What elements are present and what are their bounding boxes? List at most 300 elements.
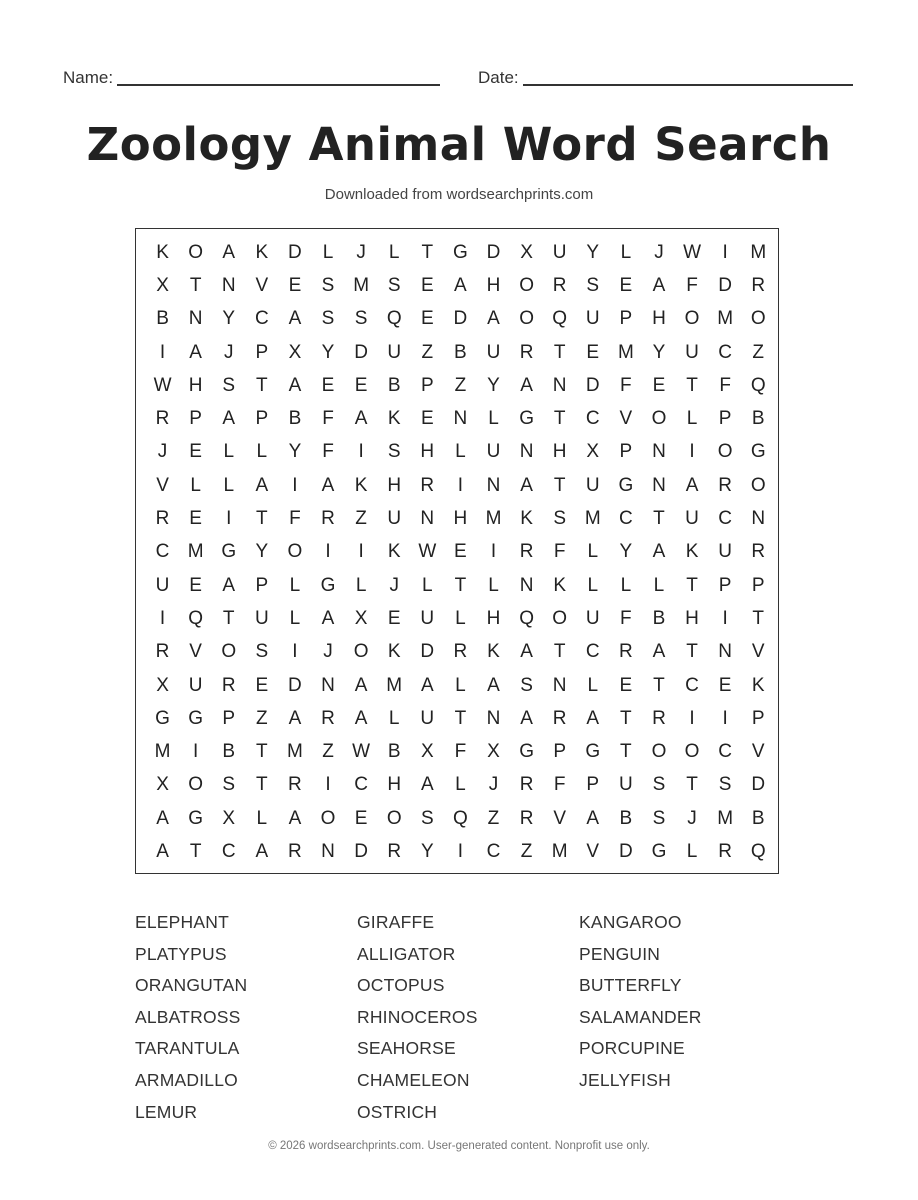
grid-letter[interactable]: S (222, 774, 236, 796)
grid-letter[interactable]: R (552, 707, 567, 729)
grid-letter[interactable]: F (620, 607, 632, 629)
grid-letter[interactable]: W (153, 374, 172, 396)
grid-letter[interactable]: X (420, 741, 434, 763)
grid-letter[interactable]: E (420, 308, 434, 330)
grid-letter[interactable]: A (288, 374, 302, 396)
grid-letter[interactable]: A (354, 674, 368, 696)
grid-letter[interactable]: X (354, 607, 368, 629)
grid-letter[interactable]: Q (188, 607, 204, 629)
grid-letter[interactable]: X (520, 241, 533, 263)
grid-letter[interactable]: M (353, 274, 370, 296)
grid-letter[interactable]: F (686, 274, 698, 296)
grid-letter[interactable]: L (653, 574, 665, 596)
grid-letter[interactable]: M (551, 840, 568, 862)
grid-letter[interactable]: X (156, 674, 169, 696)
grid-letter[interactable]: Q (519, 607, 534, 629)
grid-letter[interactable]: N (519, 441, 534, 463)
grid-letter[interactable]: G (519, 408, 534, 430)
grid-letter[interactable]: Y (619, 541, 633, 563)
grid-letter[interactable]: F (454, 741, 467, 763)
grid-letter[interactable]: Z (421, 341, 434, 363)
grid-letter[interactable]: J (488, 774, 499, 796)
grid-letter[interactable]: D (420, 641, 435, 663)
grid-letter[interactable]: I (722, 607, 728, 629)
grid-letter[interactable]: U (486, 441, 501, 463)
grid-letter[interactable]: T (553, 341, 566, 363)
grid-letter[interactable]: L (256, 441, 268, 463)
grid-letter[interactable]: A (652, 541, 666, 563)
grid-letter[interactable]: B (387, 741, 401, 763)
grid-letter[interactable]: P (619, 308, 633, 330)
grid-letter[interactable]: P (718, 574, 732, 596)
grid-letter[interactable]: E (354, 807, 368, 829)
grid-letter[interactable]: R (751, 541, 766, 563)
grid-letter[interactable]: T (454, 574, 467, 596)
grid-letter[interactable]: M (154, 741, 171, 763)
grid-letter[interactable]: L (422, 574, 433, 596)
grid-letter[interactable]: F (322, 408, 334, 430)
grid-letter[interactable]: G (221, 541, 237, 563)
grid-letter[interactable]: M (386, 674, 403, 696)
grid-letter[interactable]: B (288, 408, 302, 430)
grid-letter[interactable]: Y (288, 441, 302, 463)
grid-letter[interactable]: L (355, 574, 367, 596)
grid-letter[interactable]: O (519, 308, 534, 330)
grid-letter[interactable]: E (718, 674, 732, 696)
grid-letter[interactable]: B (454, 341, 467, 363)
grid-letter[interactable]: R (718, 474, 732, 496)
grid-letter[interactable]: R (718, 840, 732, 862)
grid-letter[interactable]: H (685, 607, 699, 629)
grid-letter[interactable]: U (387, 341, 402, 363)
grid-letter[interactable]: H (420, 441, 435, 463)
grid-letter[interactable]: O (386, 807, 402, 829)
grid-letter[interactable]: C (254, 308, 269, 330)
grid-letter[interactable]: B (751, 807, 765, 829)
grid-letter[interactable]: Q (750, 840, 766, 862)
grid-letter[interactable]: P (255, 408, 269, 430)
grid-letter[interactable]: T (256, 374, 268, 396)
grid-letter[interactable]: B (156, 308, 169, 330)
grid-letter[interactable]: S (354, 308, 368, 330)
grid-letter[interactable]: E (619, 274, 633, 296)
grid-letter[interactable]: F (553, 774, 566, 796)
grid-letter[interactable]: C (585, 641, 600, 663)
grid-letter[interactable]: I (689, 707, 695, 729)
grid-letter[interactable]: P (718, 408, 732, 430)
grid-letter[interactable]: Q (552, 308, 568, 330)
grid-letter[interactable]: U (387, 508, 402, 530)
grid-letter[interactable]: T (189, 274, 202, 296)
grid-letter[interactable]: K (387, 408, 401, 430)
grid-letter[interactable]: C (486, 840, 501, 862)
grid-letter[interactable]: O (188, 774, 204, 796)
grid-letter[interactable]: A (454, 274, 467, 296)
grid-letter[interactable]: E (652, 374, 666, 396)
grid-letter[interactable]: E (255, 674, 269, 696)
grid-letter[interactable]: N (751, 508, 766, 530)
grid-letter[interactable]: P (751, 707, 765, 729)
grid-letter[interactable]: G (585, 741, 601, 763)
grid-letter[interactable]: P (255, 574, 269, 596)
grid-letter[interactable]: R (453, 641, 468, 663)
grid-letter[interactable]: T (653, 508, 665, 530)
grid-letter[interactable]: H (652, 308, 666, 330)
grid-letter[interactable]: Y (255, 541, 269, 563)
grid-letter[interactable]: P (553, 741, 567, 763)
grid-letter[interactable]: I (159, 341, 166, 363)
grid-letter[interactable]: R (552, 274, 567, 296)
grid-letter[interactable]: N (420, 508, 435, 530)
grid-letter[interactable]: M (584, 508, 601, 530)
grid-letter[interactable]: Z (487, 807, 500, 829)
grid-letter[interactable]: L (620, 574, 632, 596)
grid-letter[interactable]: Q (386, 308, 402, 330)
grid-letter[interactable]: L (256, 807, 268, 829)
grid-letter[interactable]: X (222, 807, 236, 829)
grid-letter[interactable]: X (156, 274, 169, 296)
grid-letter[interactable]: N (486, 474, 501, 496)
grid-letter[interactable]: T (189, 840, 202, 862)
grid-letter[interactable]: U (486, 341, 501, 363)
grid-letter[interactable]: X (586, 441, 600, 463)
grid-letter[interactable]: R (519, 774, 534, 796)
grid-letter[interactable]: L (686, 840, 698, 862)
grid-letter[interactable]: S (387, 441, 401, 463)
grid-letter[interactable]: N (552, 374, 567, 396)
grid-letter[interactable]: T (686, 374, 698, 396)
grid-letter[interactable]: A (288, 807, 302, 829)
grid-letter[interactable]: S (255, 641, 269, 663)
grid-letter[interactable]: U (552, 241, 567, 263)
grid-letter[interactable]: W (418, 541, 437, 563)
grid-letter[interactable]: L (289, 607, 301, 629)
grid-letter[interactable]: L (686, 408, 698, 430)
grid-letter[interactable]: B (387, 374, 401, 396)
grid-letter[interactable]: I (457, 474, 464, 496)
grid-letter[interactable]: E (189, 441, 202, 463)
grid-letter[interactable]: O (684, 741, 700, 763)
grid-letter[interactable]: K (255, 241, 269, 263)
grid-letter[interactable]: E (387, 607, 401, 629)
grid-letter[interactable]: I (722, 707, 728, 729)
grid-letter[interactable]: K (487, 641, 500, 663)
grid-letter[interactable]: J (356, 241, 366, 263)
grid-letter[interactable]: L (587, 541, 599, 563)
grid-letter[interactable]: O (651, 408, 667, 430)
grid-letter[interactable]: H (486, 607, 501, 629)
grid-letter[interactable]: A (520, 474, 533, 496)
grid-letter[interactable]: J (323, 641, 333, 663)
grid-letter[interactable]: R (155, 508, 170, 530)
grid-letter[interactable]: N (221, 274, 236, 296)
grid-letter[interactable]: A (222, 574, 236, 596)
grid-letter[interactable]: N (552, 674, 567, 696)
grid-letter[interactable]: E (288, 274, 302, 296)
grid-letter[interactable]: O (221, 641, 237, 663)
grid-letter[interactable]: H (453, 508, 468, 530)
grid-letter[interactable]: H (387, 774, 402, 796)
grid-letter[interactable]: L (455, 774, 466, 796)
grid-letter[interactable]: Z (520, 840, 533, 862)
grid-letter[interactable]: I (689, 441, 695, 463)
grid-letter[interactable]: G (618, 474, 634, 496)
grid-letter[interactable]: D (585, 374, 600, 396)
grid-letter[interactable]: P (586, 774, 600, 796)
grid-letter[interactable]: Y (487, 374, 500, 396)
grid-letter[interactable]: A (354, 408, 368, 430)
grid-letter[interactable]: V (619, 408, 633, 430)
grid-letter[interactable]: Y (586, 241, 600, 263)
grid-letter[interactable]: I (490, 541, 497, 563)
grid-letter[interactable]: S (321, 274, 335, 296)
grid-letter[interactable]: T (256, 741, 268, 763)
grid-letter[interactable]: T (256, 508, 268, 530)
grid-letter[interactable]: T (653, 674, 665, 696)
grid-letter[interactable]: I (358, 441, 364, 463)
grid-letter[interactable]: U (420, 707, 435, 729)
grid-letter[interactable]: R (321, 508, 335, 530)
grid-letter[interactable]: D (354, 840, 368, 862)
grid-letter[interactable]: D (288, 241, 302, 263)
grid-letter[interactable]: T (553, 641, 566, 663)
grid-letter[interactable]: D (718, 274, 732, 296)
grid-letter[interactable]: E (619, 674, 633, 696)
grid-letter[interactable]: R (321, 707, 335, 729)
grid-letter[interactable]: L (289, 574, 301, 596)
grid-letter[interactable]: Z (256, 707, 268, 729)
grid-letter[interactable]: M (485, 508, 502, 530)
grid-letter[interactable]: F (719, 374, 731, 396)
grid-letter[interactable]: N (321, 674, 335, 696)
grid-letter[interactable]: U (685, 341, 699, 363)
grid-letter[interactable]: V (751, 741, 765, 763)
grid-letter[interactable]: Z (454, 374, 467, 396)
grid-letter[interactable]: A (222, 408, 236, 430)
grid-letter[interactable]: Y (420, 840, 434, 862)
grid-letter[interactable]: R (420, 474, 435, 496)
grid-letter[interactable]: O (188, 241, 204, 263)
grid-letter[interactable]: A (222, 241, 236, 263)
grid-letter[interactable]: W (352, 741, 371, 763)
grid-letter[interactable]: E (189, 574, 202, 596)
grid-letter[interactable]: G (188, 807, 204, 829)
grid-letter[interactable]: N (519, 574, 534, 596)
grid-letter[interactable]: T (553, 408, 566, 430)
grid-letter[interactable]: G (320, 574, 336, 596)
grid-letter[interactable]: A (156, 807, 169, 829)
grid-letter[interactable]: H (552, 441, 567, 463)
grid-letter[interactable]: T (553, 474, 566, 496)
grid-letter[interactable]: A (652, 274, 666, 296)
grid-letter[interactable]: I (457, 840, 464, 862)
grid-letter[interactable]: S (553, 508, 567, 530)
grid-letter[interactable]: M (750, 241, 767, 263)
grid-letter[interactable]: O (353, 641, 369, 663)
grid-letter[interactable]: G (651, 840, 667, 862)
grid-letter[interactable]: G (188, 707, 204, 729)
grid-letter[interactable]: M (717, 308, 734, 330)
grid-letter[interactable]: U (618, 774, 633, 796)
grid-letter[interactable]: E (420, 274, 434, 296)
grid-letter[interactable]: N (652, 474, 666, 496)
grid-letter[interactable]: A (321, 607, 335, 629)
grid-letter[interactable]: I (226, 508, 232, 530)
grid-letter[interactable]: A (255, 474, 269, 496)
grid-letter[interactable]: U (155, 574, 170, 596)
grid-letter[interactable]: J (687, 807, 697, 829)
grid-letter[interactable]: C (718, 341, 732, 363)
grid-letter[interactable]: E (321, 374, 335, 396)
grid-letter[interactable]: O (717, 441, 733, 463)
grid-letter[interactable]: T (620, 741, 632, 763)
grid-letter[interactable]: H (387, 474, 402, 496)
grid-letter[interactable]: B (619, 807, 633, 829)
grid-letter[interactable]: A (420, 774, 434, 796)
grid-letter[interactable]: N (486, 707, 501, 729)
grid-letter[interactable]: P (222, 707, 236, 729)
grid-letter[interactable]: U (585, 474, 600, 496)
grid-letter[interactable]: L (455, 441, 466, 463)
grid-letter[interactable]: X (487, 741, 500, 763)
grid-letter[interactable]: K (156, 241, 169, 263)
grid-letter[interactable]: A (189, 341, 202, 363)
grid-letter[interactable]: A (487, 308, 500, 330)
grid-letter[interactable]: A (685, 474, 699, 496)
grid-letter[interactable]: S (420, 807, 434, 829)
name-field[interactable] (63, 66, 440, 90)
grid-letter[interactable]: U (188, 674, 203, 696)
grid-letter[interactable]: F (620, 374, 632, 396)
grid-letter[interactable]: M (717, 807, 734, 829)
grid-letter[interactable]: T (256, 774, 268, 796)
grid-letter[interactable]: S (222, 374, 236, 396)
grid-letter[interactable]: D (453, 308, 468, 330)
name-line[interactable] (117, 84, 440, 86)
grid-letter[interactable]: N (188, 308, 203, 330)
grid-letter[interactable]: I (325, 541, 331, 563)
grid-letter[interactable]: V (255, 274, 269, 296)
grid-letter[interactable]: N (321, 840, 335, 862)
grid-letter[interactable]: Y (321, 341, 335, 363)
grid-letter[interactable]: A (520, 374, 533, 396)
grid-letter[interactable]: F (289, 508, 301, 530)
grid-letter[interactable]: J (157, 441, 168, 463)
grid-letter[interactable]: P (189, 408, 202, 430)
grid-letter[interactable]: K (685, 541, 699, 563)
grid-letter[interactable]: E (454, 541, 467, 563)
grid-letter[interactable]: K (387, 541, 401, 563)
grid-letter[interactable]: O (552, 607, 568, 629)
grid-letter[interactable]: J (389, 574, 399, 596)
grid-letter[interactable]: K (354, 474, 368, 496)
grid-letter[interactable]: A (420, 674, 434, 696)
grid-letter[interactable]: L (388, 241, 400, 263)
grid-letter[interactable]: E (354, 374, 368, 396)
grid-letter[interactable]: R (155, 408, 170, 430)
grid-letter[interactable]: N (718, 641, 732, 663)
grid-letter[interactable]: I (358, 541, 364, 563)
grid-letter[interactable]: H (486, 274, 501, 296)
grid-letter[interactable]: X (156, 774, 169, 796)
grid-letter[interactable]: B (222, 741, 236, 763)
grid-letter[interactable]: A (652, 641, 666, 663)
grid-letter[interactable]: V (156, 474, 169, 496)
grid-letter[interactable]: G (519, 741, 534, 763)
date-line[interactable] (523, 84, 853, 86)
grid-letter[interactable]: R (519, 807, 534, 829)
grid-letter[interactable]: P (619, 441, 633, 463)
grid-letter[interactable]: K (553, 574, 567, 596)
grid-letter[interactable]: C (221, 840, 236, 862)
grid-letter[interactable]: V (751, 641, 765, 663)
grid-letter[interactable]: L (190, 474, 201, 496)
grid-letter[interactable]: R (751, 274, 766, 296)
grid-letter[interactable]: L (455, 607, 466, 629)
grid-letter[interactable]: O (519, 274, 534, 296)
grid-letter[interactable]: S (652, 807, 666, 829)
grid-letter[interactable]: O (651, 741, 667, 763)
grid-letter[interactable]: E (586, 341, 600, 363)
grid-letter[interactable]: C (585, 408, 600, 430)
grid-letter[interactable]: M (287, 741, 303, 763)
grid-letter[interactable]: Z (752, 341, 765, 363)
grid-letter[interactable]: A (586, 807, 600, 829)
grid-letter[interactable]: D (288, 674, 302, 696)
grid-letter[interactable]: S (387, 274, 401, 296)
grid-letter[interactable]: Z (322, 741, 334, 763)
grid-letter[interactable]: L (620, 241, 632, 263)
grid-letter[interactable]: R (519, 541, 534, 563)
grid-letter[interactable]: S (321, 308, 335, 330)
grid-letter[interactable]: R (288, 840, 302, 862)
grid-letter[interactable]: A (520, 707, 533, 729)
grid-letter[interactable]: U (718, 541, 732, 563)
date-field[interactable] (478, 66, 853, 90)
grid-letter[interactable]: I (159, 607, 166, 629)
grid-letter[interactable]: U (585, 308, 600, 330)
grid-letter[interactable]: C (618, 508, 633, 530)
grid-letter[interactable]: T (686, 641, 698, 663)
grid-letter[interactable]: L (455, 674, 466, 696)
grid-letter[interactable]: D (618, 840, 633, 862)
grid-letter[interactable]: J (654, 241, 664, 263)
grid-letter[interactable]: U (420, 607, 435, 629)
grid-letter[interactable]: P (420, 374, 434, 396)
grid-letter[interactable]: A (586, 707, 600, 729)
grid-letter[interactable]: R (652, 707, 666, 729)
grid-letter[interactable]: I (722, 241, 728, 263)
grid-letter[interactable]: P (255, 341, 269, 363)
grid-letter[interactable]: A (520, 641, 533, 663)
grid-letter[interactable]: K (387, 641, 401, 663)
grid-letter[interactable]: S (652, 774, 666, 796)
grid-letter[interactable]: E (420, 408, 434, 430)
grid-letter[interactable]: D (486, 241, 501, 263)
grid-letter[interactable]: R (387, 840, 402, 862)
grid-letter[interactable]: I (292, 641, 298, 663)
grid-letter[interactable]: V (189, 641, 202, 663)
grid-letter[interactable]: R (288, 774, 302, 796)
grid-letter[interactable]: A (156, 840, 169, 862)
grid-letter[interactable]: U (585, 607, 600, 629)
grid-letter[interactable]: O (750, 474, 766, 496)
grid-letter[interactable]: T (421, 241, 434, 263)
grid-letter[interactable]: G (155, 707, 170, 729)
grid-letter[interactable]: C (718, 741, 732, 763)
grid-letter[interactable]: R (221, 674, 236, 696)
grid-letter[interactable]: L (322, 241, 334, 263)
